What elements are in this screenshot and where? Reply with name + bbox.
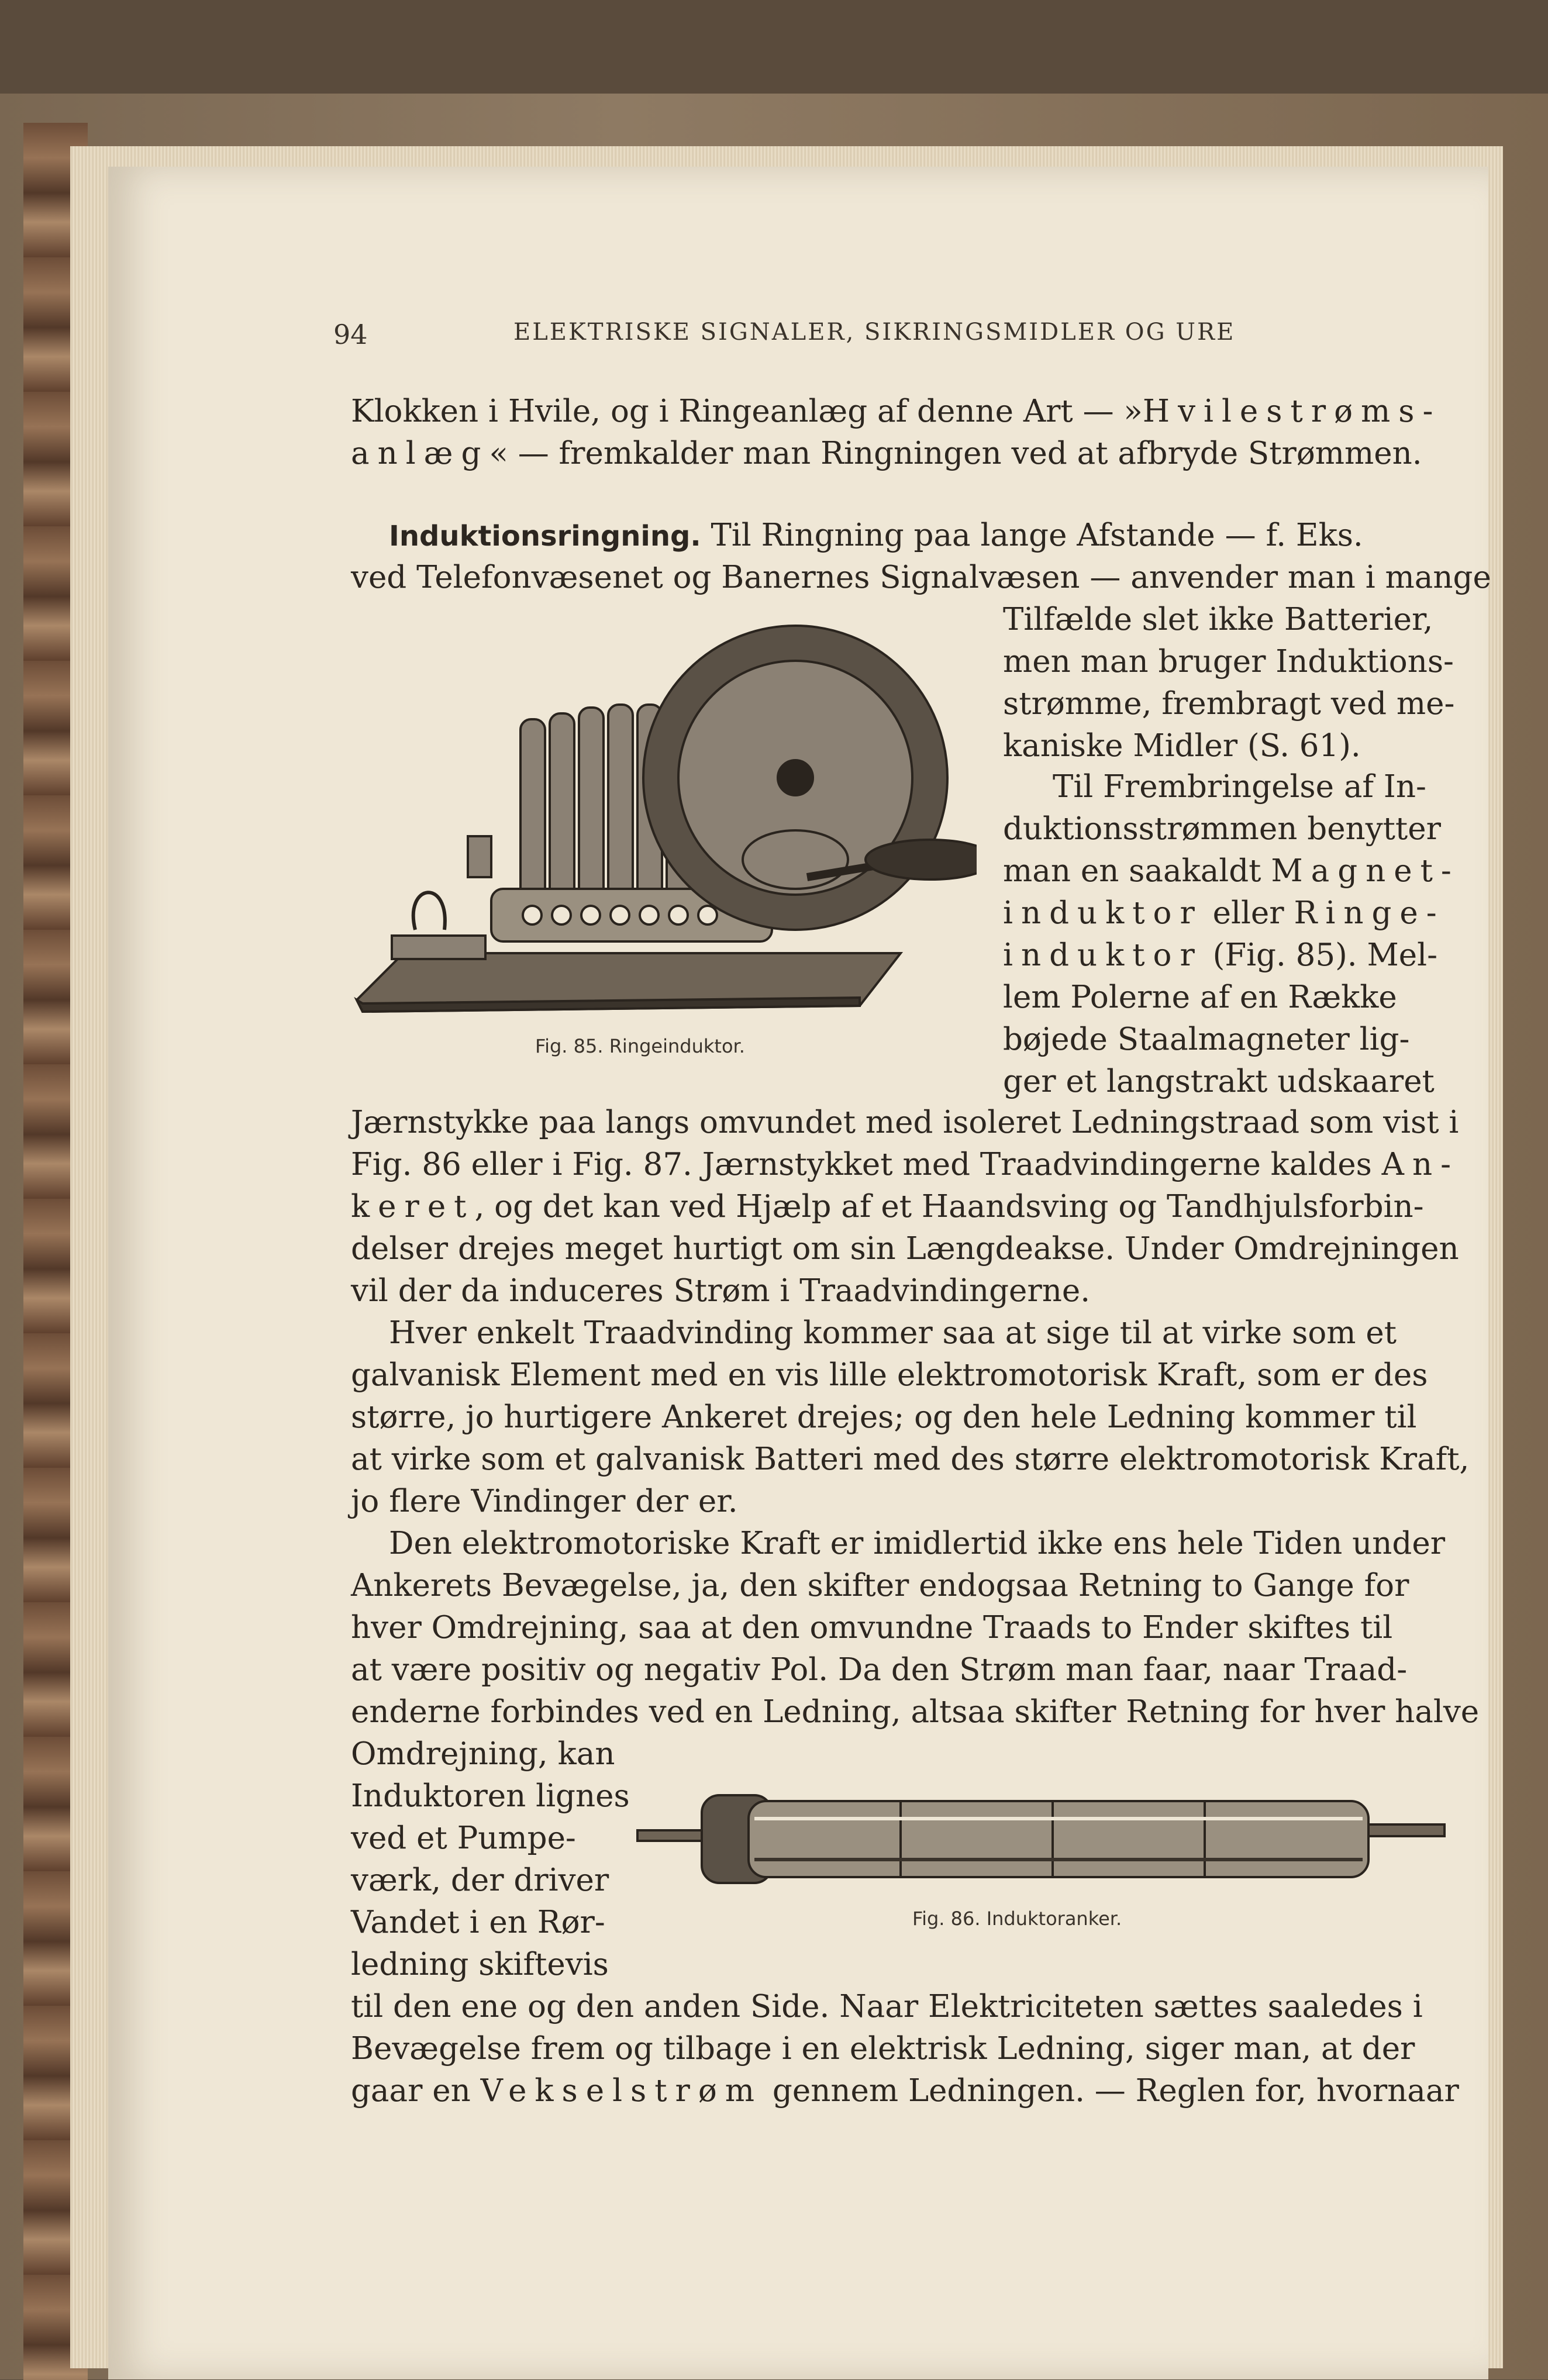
text-line: duktionsstrømmen benytter [1003, 811, 1441, 847]
text-line: hver Omdrejning, saa at den omvundne Traads to Ender skiftes til [351, 1610, 1393, 1646]
text-line: ger et langstrakt udskaaret [1003, 1064, 1435, 1099]
text-line: Til Frembringelse af In- [1053, 769, 1426, 805]
text-line: Hver enkelt Traadvinding kommer saa at sige til at virke som et [389, 1315, 1397, 1351]
figure-caption: Fig. 85. Ringeinduktor. [535, 1035, 745, 1057]
section-heading: Induktionsringning. [389, 520, 701, 553]
induktoranker-illustration [632, 1760, 1450, 1924]
text-line: man en saakaldt Magnet- [1003, 853, 1460, 889]
text-line: større, jo hurtigere Ankeret drejes; og den hele Ledning kommer til [351, 1399, 1417, 1435]
text-line: induktor eller Ringe- [1003, 895, 1445, 931]
page-number: 94 [333, 319, 368, 350]
text-line: strømme, frembragt ved me- [1003, 686, 1455, 722]
ringeinduktor-illustration [351, 602, 977, 1029]
text-line: kaniske Midler (S. 61). [1003, 728, 1361, 764]
text-line: Den elektromotoriske Kraft er imidlertid ikke ens hele Tiden under [389, 1526, 1446, 1561]
text-line: at være positiv og negativ Pol. Da den Strøm man faar, naar Traad- [351, 1652, 1408, 1688]
text-line: men man bruger Induktions- [1003, 644, 1454, 679]
text-line: vil der da induceres Strøm i Traadvindingerne. [351, 1273, 1091, 1309]
text-line: ved et Pumpe- [351, 1820, 576, 1856]
text-line: Ankerets Bevægelse, ja, den skifter endogsaa Retning to Gange for [351, 1568, 1409, 1603]
text-line: keret, og det kan ved Hjælp af et Haandsving og Tandhjulsforbin- [351, 1189, 1424, 1225]
text-line: galvanisk Element med en vis lille elektromotorisk Kraft, som er des [351, 1357, 1428, 1393]
text-line: at virke som et galvanisk Batteri med des større elektromotorisk Kraft, [351, 1441, 1470, 1477]
figure-caption: Fig. 86. Induktoranker. [912, 1908, 1122, 1930]
text-line: Tilfælde slet ikke Batterier, [1003, 602, 1433, 637]
text-line: Vandet i en Rør- [351, 1905, 605, 1940]
text-line: induktor (Fig. 85). Mel- [1003, 937, 1437, 973]
text-line: Omdrejning, kan [351, 1736, 615, 1772]
running-head: ELEKTRISKE SIGNALER, SIKRINGSMIDLER OG URE [513, 319, 1236, 346]
text-line: Bevægelse frem og tilbage i en elektrisk Ledning, siger man, at der [351, 2031, 1415, 2067]
text-line: Jærnstykke paa langs omvundet med isoleret Ledningstraad som vist i [351, 1105, 1459, 1140]
text-line: Induktoren lignes [351, 1778, 630, 1814]
text-line: jo flere Vindinger der er. [351, 1484, 738, 1519]
text-line: anlæg« — fremkalder man Ringningen ved at afbryde Strømmen. [351, 436, 1422, 471]
text-line: lem Polerne af en Række [1003, 979, 1397, 1015]
text-line: værk, der driver [351, 1862, 609, 1898]
text-line: gaar en Vekselstrøm gennem Ledningen. — Reglen for, hvornaar [351, 2073, 1459, 2109]
section-heading-line: Induktionsringning. Til Ringning paa lange Afstande — f. Eks. [389, 518, 1363, 553]
text-line: delser drejes meget hurtigt om sin Længdeakse. Under Omdrejningen [351, 1231, 1459, 1267]
text-line: til den ene og den anden Side. Naar Elektriciteten sættes saaledes i [351, 1989, 1423, 2024]
text-line: bøjede Staalmagneter lig- [1003, 1022, 1410, 1057]
text-line: ved Telefonvæsenet og Banernes Signalvæsen — anvender man i mange [351, 560, 1491, 595]
text-line: enderne forbindes ved en Ledning, altsaa skifter Retning for hver halve [351, 1694, 1480, 1730]
text-line: ledning skiftevis [351, 1947, 609, 1982]
text-line: Fig. 86 eller i Fig. 87. Jærnstykket med Traadvindingerne kaldes An- [351, 1147, 1459, 1182]
text-line: Klokken i Hvile, og i Ringeanlæg af denne Art — »Hvilestrøms- [351, 394, 1442, 429]
